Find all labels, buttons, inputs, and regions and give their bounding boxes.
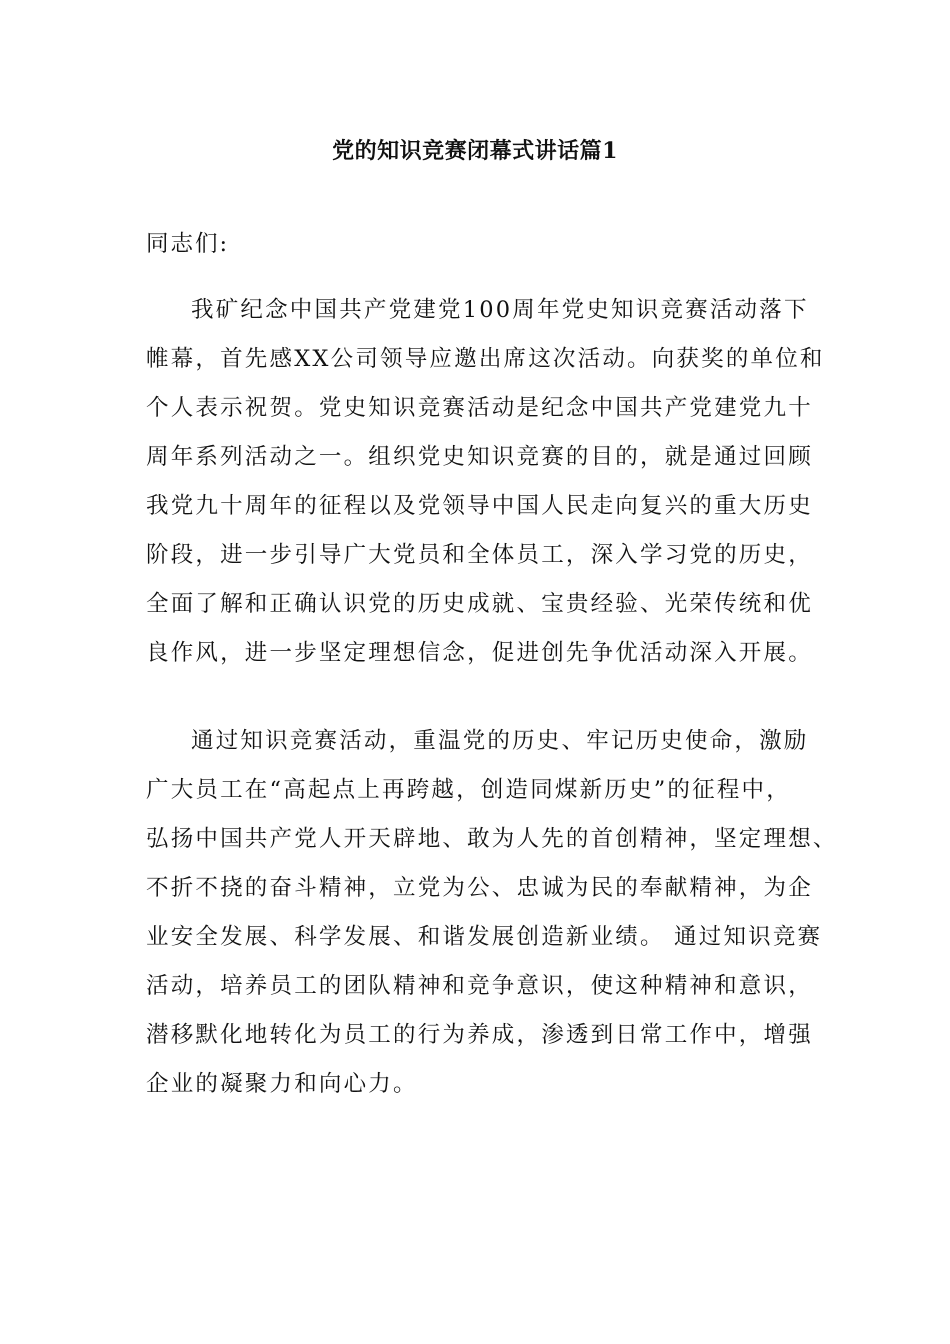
paragraph-line: 企业的凝聚力和向心力。 [146,1071,418,1097]
paragraph-line: 我矿纪念中国共产党建党100周年党史知识竞赛活动落下 [191,297,809,323]
paragraph-line: 弘扬中国共产党人开天辟地、敢为人先的首创精神，坚定理想、 [146,826,838,852]
paragraph-line: 广大员工在“高起点上再跨越，创造同煤新历史”的征程中， [146,777,791,803]
paragraph-line: 潜移默化地转化为员工的行为养成，渗透到日常工作中，增强 [146,1022,813,1048]
paragraph-2 [146,717,838,1109]
paragraph-line: 活动，培养员工的团队精神和竞争意识，使这种精神和意识， [146,973,813,999]
salutation: 同志们: [146,231,230,257]
paragraph-line: 周年系列活动之一。组织党史知识竞赛的目的，就是通过回顾 [146,444,813,470]
paragraph-line: 通过知识竞赛活动，重温党的历史、牢记历史使命，激励 [191,728,809,754]
paragraph-line: 不折不挠的奋斗精神，立党为公、忠诚为民的奉献精神，为企 [146,875,813,901]
document-title: 党的知识竞赛闭幕式讲话篇1 [332,138,618,164]
paragraph-1 [146,286,826,678]
paragraph-line: 良作风，进一步坚定理想信念，促进创先争优活动深入开展。 [146,640,813,666]
paragraph-line: 帷幕，首先感XX公司领导应邀出席这次活动。向获奖的单位和 [146,346,825,372]
paragraph-line: 我党九十周年的征程以及党领导中国人民走向复兴的重大历史 [146,493,813,519]
paragraph-line: 业安全发展、科学发展、和谐发展创造新业绩。 通过知识竞赛 [146,924,823,950]
paragraph-line: 个人表示祝贺。党史知识竞赛活动是纪念中国共产党建党九十 [146,395,813,421]
paragraph-line: 全面了解和正确认识党的历史成就、宝贵经验、光荣传统和优 [146,591,813,617]
paragraph-line: 阶段，进一步引导广大党员和全体员工，深入学习党的历史， [146,542,813,568]
